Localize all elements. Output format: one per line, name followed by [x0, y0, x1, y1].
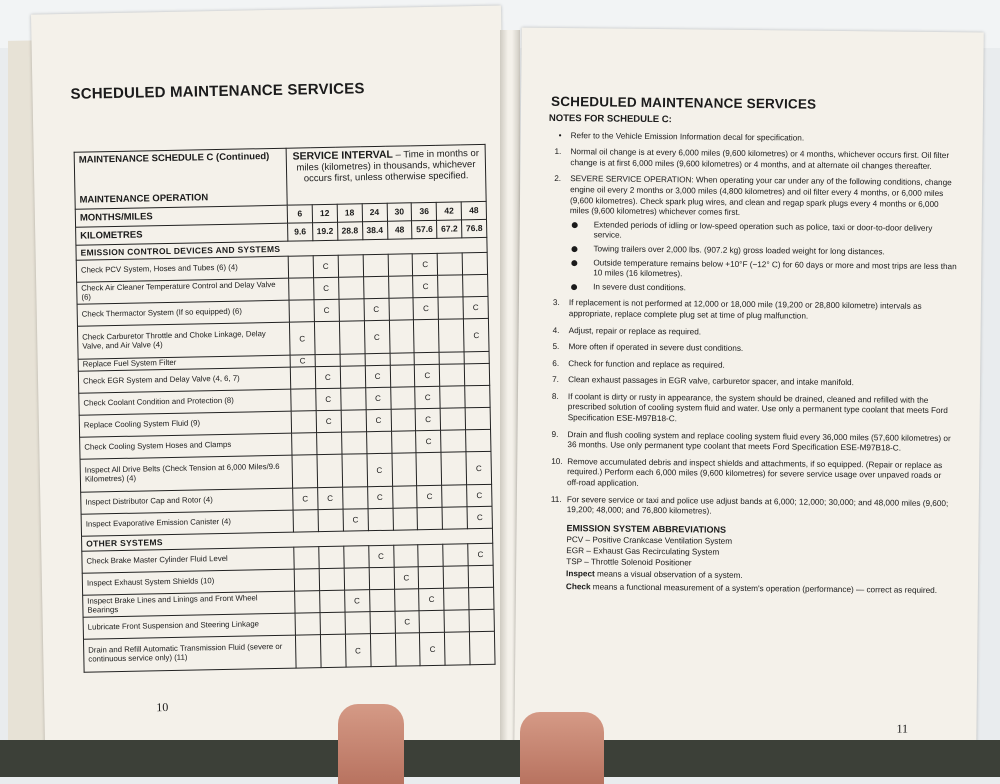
- abbreviation-item: TSP – Throttle Solenoid Positioner: [566, 556, 692, 568]
- operation-cell: Inspect All Drive Belts (Check Tension at 6,000 Miles/9.6 Kilometres) (4): [80, 455, 293, 492]
- interval-mark: C: [395, 611, 420, 633]
- operation-cell: Check EGR System and Delay Valve (4, 6, 7): [78, 367, 290, 393]
- service-interval-note: – Time in months or miles (kilometres) in thousands, whichever occurs first, unless otherwise specified.: [296, 148, 480, 185]
- interval-mark: [470, 631, 496, 664]
- interval-mark: C: [293, 488, 318, 510]
- kilometres-value: 76.8: [462, 219, 487, 237]
- interval-mark: [394, 589, 419, 611]
- interval-mark: [341, 432, 366, 454]
- interval-mark: C: [364, 320, 390, 353]
- interval-mark: [441, 430, 466, 452]
- interval-mark: [344, 546, 369, 568]
- interval-mark: [342, 487, 367, 509]
- interval-mark: C: [417, 485, 442, 507]
- interval-mark: [294, 569, 319, 591]
- interval-mark: C: [416, 430, 441, 452]
- interval-mark: [414, 352, 439, 364]
- interval-mark: [368, 508, 393, 530]
- operation-cell: Replace Fuel System Filter: [78, 355, 290, 371]
- interval-mark: [440, 364, 465, 386]
- interval-mark: C: [413, 275, 438, 297]
- interval-mark: C: [415, 386, 440, 408]
- abbreviation-item: EGR – Exhaust Gas Recirculating System: [566, 546, 720, 557]
- interval-mark: [340, 388, 365, 410]
- interval-mark: [338, 277, 363, 299]
- bullet-text: Outside temperature remains below +10°F (−12° C) for 60 days or more and most trips are less than 10 miles (16 kilometres).: [593, 257, 957, 279]
- interval-mark: [469, 587, 494, 609]
- interval-mark: [444, 588, 469, 610]
- section-other-systems: OTHER SYSTEMS: [82, 528, 493, 551]
- interval-mark: [319, 546, 344, 568]
- note-item: [547, 325, 957, 340]
- note-text: More often if operated in severe dust conditions.: [568, 342, 744, 354]
- interval-mark: C: [420, 632, 446, 665]
- note-number: 1.: [554, 147, 562, 157]
- months-miles-value: 18: [337, 204, 362, 222]
- interval-mark: [340, 366, 365, 388]
- note-number: 4.: [552, 325, 560, 335]
- interval-mark: [417, 507, 442, 529]
- interval-mark: C: [413, 253, 438, 275]
- interval-mark: C: [468, 543, 493, 565]
- interval-mark: [389, 320, 415, 353]
- interval-mark: [338, 255, 363, 277]
- kilometres-value: 38.4: [362, 221, 387, 239]
- months-miles-value: 12: [312, 204, 337, 222]
- interval-mark: [319, 590, 344, 612]
- interval-mark: [342, 454, 368, 487]
- note-text: SEVERE SERVICE OPERATION: When operating your car under any of the following conditions, change engine oil every 2 months or 3,000 miles (4,800 kilometres) and oil filter every 4 months, or 6,000 miles (9,600 kilometres). Check spark plug wires, and clean and regap spark plugs every 4 months or 6,000 miles (9,600 kilometres) whichever comes first.: [569, 174, 952, 218]
- note-number: 11.: [550, 494, 562, 504]
- thumb-left: [338, 704, 404, 784]
- interval-mark: [319, 568, 344, 590]
- interval-mark: [314, 321, 340, 354]
- notes-section: [544, 114, 959, 597]
- page-number: 10: [156, 700, 169, 715]
- interval-mark: C: [364, 298, 389, 320]
- interval-mark: C: [316, 388, 341, 410]
- interval-mark: [391, 453, 417, 486]
- interval-mark: [295, 635, 321, 668]
- interval-mark: C: [365, 387, 390, 409]
- interval-mark: [388, 254, 413, 276]
- note-number: 10.: [551, 456, 563, 466]
- interval-mark: [289, 300, 314, 322]
- severe-condition-item: [547, 282, 957, 297]
- note-number: 7.: [552, 375, 560, 385]
- interval-mark: [463, 274, 488, 296]
- interval-mark: [462, 252, 487, 274]
- interval-mark: [438, 275, 463, 297]
- table-row: [83, 631, 495, 672]
- severe-condition-item: [547, 244, 957, 259]
- severe-condition-item: [547, 257, 957, 282]
- operation-cell: Inspect Evaporative Emission Canister (4): [81, 510, 293, 536]
- interval-mark: [344, 568, 369, 590]
- note-text: Clean exhaust passages in EGR valve, carburetor spacer, and intake manifold.: [568, 375, 854, 388]
- interval-mark: [443, 544, 468, 566]
- bullet-dot: [571, 260, 577, 266]
- interval-mark: [365, 353, 390, 365]
- interval-mark: [466, 429, 491, 451]
- service-interval-header: [286, 144, 486, 205]
- interval-mark: [419, 610, 444, 632]
- interval-mark: C: [313, 277, 338, 299]
- note-item: [546, 392, 956, 428]
- note-item: [546, 342, 956, 357]
- interval-mark: C: [365, 365, 390, 387]
- interval-mark: [320, 612, 345, 634]
- interval-mark: [315, 354, 340, 366]
- interval-mark: [389, 298, 414, 320]
- interval-mark: [416, 452, 442, 485]
- interval-mark: C: [366, 409, 391, 431]
- interval-mark: [443, 566, 468, 588]
- interval-mark: [439, 352, 464, 364]
- interval-mark: [339, 321, 365, 354]
- operation-cell: Check Air Cleaner Temperature Control and Delay Valve (6): [77, 278, 289, 304]
- interval-mark: [441, 452, 467, 485]
- interval-mark: [345, 612, 370, 634]
- interval-mark: [370, 633, 396, 666]
- bullet-dot: [572, 222, 578, 228]
- months-miles-value: 30: [387, 203, 412, 221]
- interval-mark: C: [415, 364, 440, 386]
- inspect-term: Inspect: [566, 569, 595, 579]
- schedule-name: MAINTENANCE SCHEDULE C (Continued): [78, 151, 270, 166]
- severe-condition-item: [548, 220, 958, 245]
- months-miles-value: 48: [461, 201, 486, 219]
- kilometres-value: 28.8: [337, 222, 362, 240]
- note-text: Check for function and replace as required.: [568, 358, 725, 370]
- note-item: [546, 375, 956, 390]
- interval-mark: [292, 433, 317, 455]
- interval-mark: [316, 432, 341, 454]
- interval-mark: C: [394, 567, 419, 589]
- bullet: •: [558, 130, 562, 140]
- thumb-right: [520, 712, 604, 784]
- interval-mark: [444, 610, 469, 632]
- interval-mark: [438, 297, 463, 319]
- abbreviation-item: PCV – Positive Crankcase Ventilation System: [566, 535, 733, 547]
- interval-mark: [317, 454, 343, 487]
- lead-note-text: Refer to the Vehicle Emission Information decal for specification.: [570, 130, 805, 143]
- interval-mark: [465, 407, 490, 429]
- interval-mark: [341, 410, 366, 432]
- operation-cell: Check Brake Master Cylinder Fluid Level: [82, 547, 294, 573]
- note-text: Remove accumulated debris and inspect shields and attachments, if so equipped. (Repair or replace as required.) Perform each 6,000 miles (9,600 kilometres) for severe service usage over unpaved roads or off-road application.: [566, 456, 943, 488]
- interval-mark: [464, 363, 489, 385]
- note-text: If coolant is dirty or rusty in appearance, the system should be drained, cleaned and refilled with the prescribed solution of cooling system fluid and water. Use only a permanent type coolant that meets Ford Specification ESE-M97B18-C.: [567, 391, 948, 424]
- interval-mark: C: [290, 355, 315, 367]
- note-number: 6.: [552, 358, 560, 368]
- interval-mark: [393, 508, 418, 530]
- note-number: 9.: [551, 429, 559, 439]
- note-item: [545, 457, 955, 493]
- months-miles-value: 42: [436, 202, 461, 220]
- interval-mark: [440, 408, 465, 430]
- note-text: Adjust, repair or replace as required.: [568, 325, 702, 336]
- inspect-text: means a visual observation of a system.: [594, 569, 743, 581]
- interval-mark: [363, 254, 388, 276]
- interval-mark: [391, 431, 416, 453]
- operation-cell: Inspect Distributor Cap and Rotor (4): [81, 488, 293, 514]
- section-emission-control: EMISSION CONTROL DEVICES AND SYSTEMS: [76, 237, 487, 260]
- table-surface: [0, 740, 1000, 777]
- interval-mark: C: [316, 410, 341, 432]
- interval-mark: [288, 256, 313, 278]
- interval-mark: C: [368, 545, 393, 567]
- interval-mark: [418, 544, 443, 566]
- interval-mark: [370, 611, 395, 633]
- note-item: [545, 430, 955, 455]
- page-title: SCHEDULED MAINTENANCE SERVICES: [70, 80, 365, 103]
- service-interval-title: SERVICE INTERVAL: [292, 148, 393, 163]
- note-number: 5.: [552, 342, 560, 352]
- bullet-text: In severe dust conditions.: [593, 282, 686, 293]
- operation-cell: Lubricate Front Suspension and Steering Linkage: [83, 613, 295, 639]
- interval-mark: [390, 353, 415, 365]
- interval-mark: C: [345, 634, 371, 667]
- interval-mark: [388, 276, 413, 298]
- operation-cell: Replace Cooling System Fluid (9): [79, 411, 291, 437]
- interval-mark: [464, 351, 489, 363]
- interval-mark: [393, 545, 418, 567]
- operation-cell: Drain and Refill Automatic Transmission Fluid (severe or continuous service only) (11): [83, 635, 296, 672]
- interval-mark: C: [413, 297, 438, 319]
- interval-mark: [419, 566, 444, 588]
- months-miles-label: MONTHS/MILES: [75, 205, 287, 227]
- interval-mark: C: [419, 588, 444, 610]
- operation-cell: Inspect Exhaust System Shields (10): [82, 569, 294, 595]
- left-page: [31, 6, 515, 750]
- interval-mark: [289, 278, 314, 300]
- operation-cell: Inspect Brake Lines and Linings and Front Wheel Bearings: [83, 591, 295, 617]
- bullet-text: Extended periods of idling or low-speed operation such as police, taxi or door-to-door delivery service.: [593, 220, 933, 241]
- note-item: [548, 174, 958, 221]
- operation-header: MAINTENANCE OPERATION: [79, 192, 209, 206]
- interval-mark: C: [367, 486, 392, 508]
- interval-mark: C: [466, 451, 492, 484]
- operation-cell: Check Cooling System Hoses and Clamps: [80, 433, 292, 459]
- kilometres-value: 19.2: [312, 222, 337, 240]
- check-term: Check: [565, 581, 591, 592]
- operation-cell: Check Thermactor System (If so equipped) (6): [77, 300, 289, 326]
- interval-mark: [468, 565, 493, 587]
- interval-mark: [290, 367, 315, 389]
- interval-mark: [294, 547, 319, 569]
- interval-mark: C: [467, 484, 492, 506]
- kilometres-label: KILOMETRES: [76, 223, 288, 245]
- note-item: [546, 359, 956, 374]
- interval-mark: [414, 319, 440, 352]
- note-item: [547, 298, 957, 323]
- interval-mark: [395, 633, 421, 666]
- interval-mark: [391, 409, 416, 431]
- interval-mark: C: [344, 590, 369, 612]
- months-miles-value: 36: [412, 202, 437, 220]
- check-definition: [566, 582, 954, 597]
- interval-mark: C: [289, 322, 315, 355]
- interval-mark: [291, 389, 316, 411]
- note-text: If replacement is not performed at 12,000 or 18,000 mile (19,200 or 28,800 kilometre) intervals as appropriate, replace complete plug set at time of plug malfunction.: [568, 298, 922, 321]
- interval-mark: [291, 411, 316, 433]
- interval-mark: C: [416, 408, 441, 430]
- interval-mark: C: [313, 255, 338, 277]
- interval-mark: [339, 299, 364, 321]
- interval-mark: C: [463, 296, 488, 318]
- kilometres-value: 67.2: [437, 220, 462, 238]
- interval-mark: [440, 386, 465, 408]
- maintenance-schedule-table: [74, 144, 496, 673]
- interval-mark: [295, 613, 320, 635]
- check-text: means a functional measurement of a system's operation (performance) — correct as required.: [590, 582, 938, 595]
- note-text: For severe service or taxi and police use adjust bands at 6,000; 12,000; 30,000; and 48,000 miles (9,600; 19,200; 48,000; and 76,800 kilometres).: [566, 494, 949, 516]
- interval-mark: [390, 365, 415, 387]
- interval-mark: C: [317, 487, 342, 509]
- notes-heading: NOTES FOR SCHEDULE C:: [548, 112, 672, 126]
- interval-mark: [439, 319, 465, 352]
- interval-mark: [318, 509, 343, 531]
- interval-mark: [292, 455, 318, 488]
- interval-mark: C: [464, 318, 490, 351]
- interval-mark: [366, 431, 391, 453]
- bullet-dot: [571, 284, 577, 290]
- lead-note: [549, 130, 959, 145]
- kilometres-value: 48: [387, 221, 412, 239]
- note-text: Normal oil change is at every 6,000 miles (9,600 kilometres) or 4 months, whichever occurs first. Oil filter change is at first 6,000 miles (9,600 kilometres) or 4 months, and at alternate oil changes thereafter.: [570, 147, 950, 171]
- interval-mark: [465, 385, 490, 407]
- interval-mark: [469, 609, 494, 631]
- page-number: 11: [896, 721, 909, 736]
- interval-mark: [437, 253, 462, 275]
- interval-mark: [340, 354, 365, 366]
- interval-mark: [392, 486, 417, 508]
- schedule-header: [74, 148, 287, 209]
- bullet-text: Towing trailers over 2,000 lbs. (907.2 kg) gross loaded weight for long distances.: [593, 244, 885, 257]
- page-title: SCHEDULED MAINTENANCE SERVICES: [550, 93, 817, 112]
- note-number: 2.: [554, 174, 562, 184]
- interval-mark: [320, 634, 346, 667]
- operation-cell: Check PCV System, Hoses and Tubes (6) (4): [76, 256, 288, 282]
- kilometres-value: 57.6: [412, 220, 437, 238]
- interval-mark: C: [467, 506, 492, 528]
- interval-mark: C: [367, 453, 393, 486]
- months-miles-value: 6: [287, 205, 312, 223]
- abbreviations-heading: EMISSION SYSTEM ABBREVIATIONS: [566, 522, 727, 535]
- operation-cell: Check Coolant Condition and Protection (8): [79, 389, 291, 415]
- interval-mark: C: [314, 299, 339, 321]
- note-item: [548, 147, 958, 172]
- interval-mark: [369, 589, 394, 611]
- note-number: 3.: [552, 298, 560, 308]
- months-miles-value: 24: [362, 203, 387, 221]
- interval-mark: [369, 567, 394, 589]
- interval-mark: [295, 591, 320, 613]
- bullet-dot: [571, 246, 577, 252]
- interval-mark: [363, 276, 388, 298]
- note-item: [545, 494, 955, 519]
- operation-cell: Check Carburetor Throttle and Choke Linkage, Delay Valve, and Air Valve (4): [77, 322, 290, 359]
- note-text: Drain and flush cooling system and replace cooling system fluid every 36,000 miles (57,600 kilometres) or 36 months. Use only permanent type coolant that meets Ford Specification ESE-M97B18-C.: [567, 429, 951, 453]
- interval-mark: C: [315, 366, 340, 388]
- right-page: [514, 28, 984, 757]
- interval-mark: [293, 510, 318, 532]
- interval-mark: [442, 507, 467, 529]
- interval-mark: [390, 387, 415, 409]
- interval-mark: [442, 485, 467, 507]
- note-number: 8.: [551, 391, 559, 401]
- interval-mark: C: [343, 509, 368, 531]
- interval-mark: [445, 632, 471, 665]
- kilometres-value: 9.6: [288, 223, 313, 241]
